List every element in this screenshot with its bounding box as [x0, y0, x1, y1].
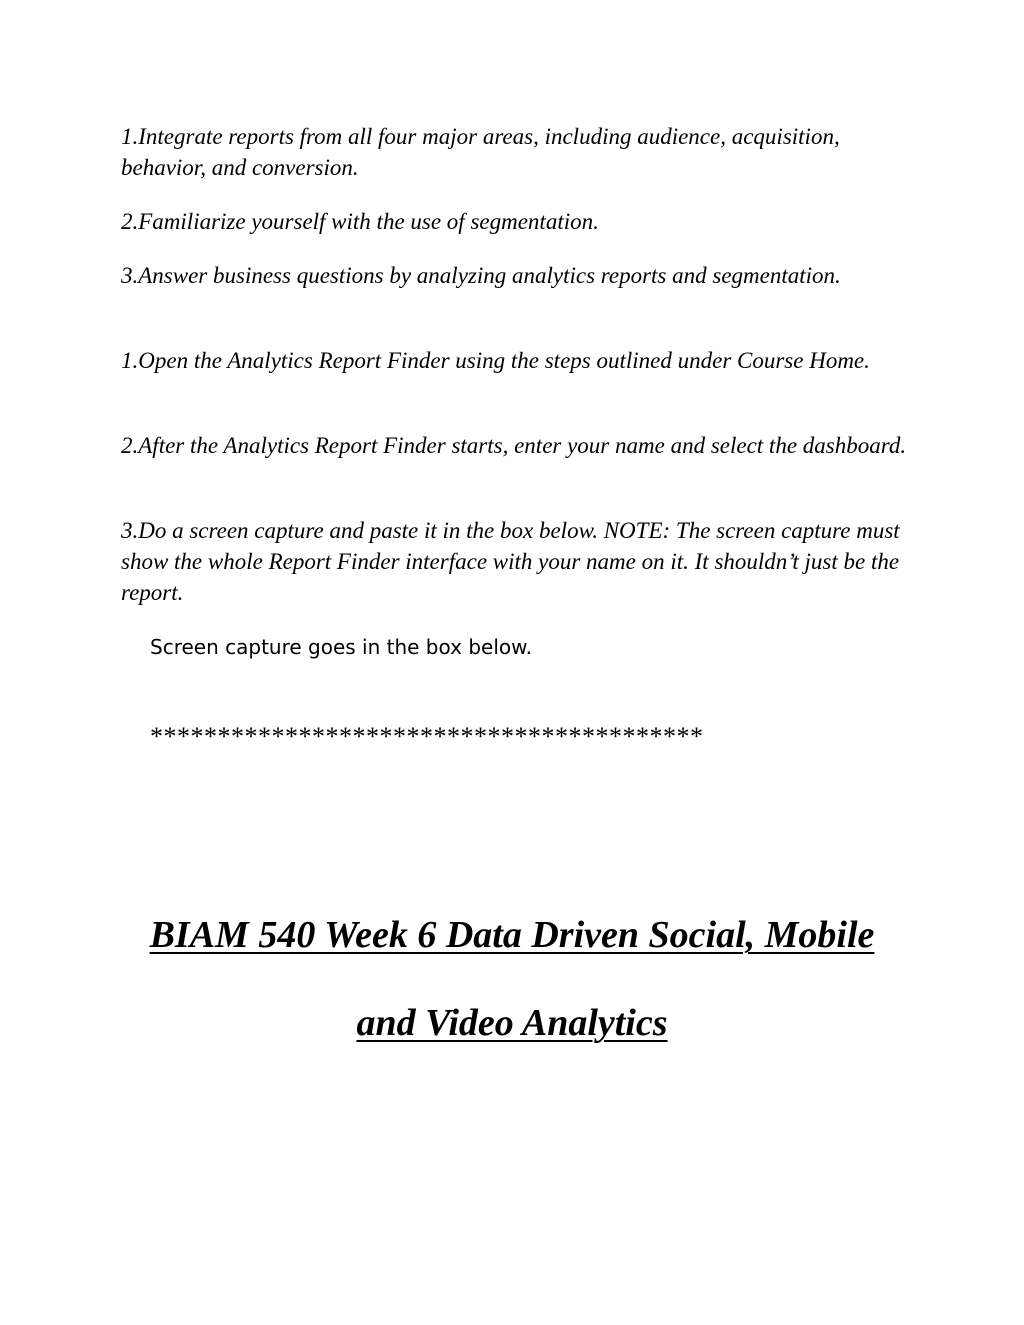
instruction-paragraph-3: 3.Do a screen capture and paste it in the box below. NOTE: The screen capture must show the whole Report Finder interface with your name on it. It shouldn’t just be the report.	[121, 518, 900, 605]
objective-paragraph-3: 3.Answer business questions by analyzing analytics reports and segmentation.	[121, 263, 841, 288]
instruction-paragraph-2: 2.After the Analytics Report Finder starts, enter your name and select the dashboard.	[121, 433, 907, 458]
document-title-line-1: BIAM 540 Week 6 Data Driven Social, Mobile	[149, 914, 875, 956]
objective-paragraph-1: 1.Integrate reports from all four major areas, including audience, acquisition, behavior, and conversion.	[121, 124, 840, 180]
instruction-paragraph-1: 1.Open the Analytics Report Finder using the steps outlined under Course Home.	[121, 348, 870, 373]
screen-capture-caption: Screen capture goes in the box below.	[150, 635, 532, 659]
asterisk-separator: *****************************************	[150, 722, 704, 751]
document-title-line-2: and Video Analytics	[356, 1002, 668, 1044]
objective-paragraph-2: 2.Familiarize yourself with the use of segmentation.	[121, 209, 599, 234]
